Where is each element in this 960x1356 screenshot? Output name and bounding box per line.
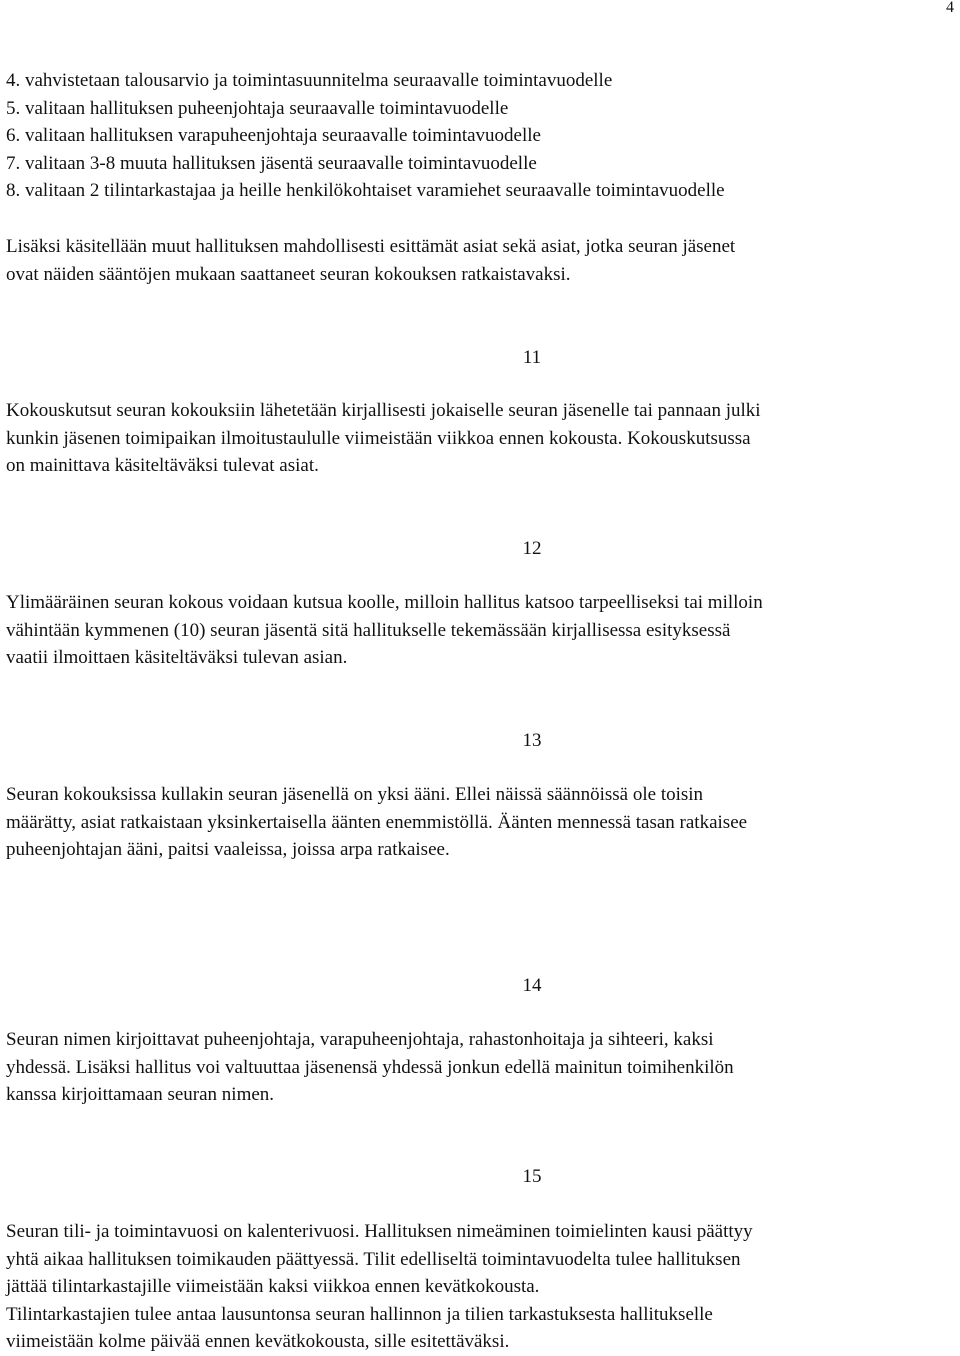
paragraph-line: määrätty, asiat ratkaistaan yksinkertaisella äänten enemmistöllä. Äänten mennessä tasan ratkaisee <box>6 811 748 833</box>
paragraph-line: kanssa kirjoittamaan seuran nimen. <box>6 1084 275 1105</box>
agenda-item-4: 4. vahvistetaan talousarvio ja toimintasuunnitelma seuraavalle toimintavuodelle <box>6 70 613 91</box>
paragraph-line: Seuran kokouksissa kullakin seuran jäsenellä on yksi ääni. Ellei näissä säännöissä ole toisin <box>6 784 704 805</box>
paragraph-line: Ylimääräinen seuran kokous voidaan kutsua koolle, milloin hallitus katsoo tarpeelliseksi tai milloin <box>6 592 763 613</box>
section-number-12: 12 <box>522 538 542 559</box>
paragraph-line: vähintään kymmenen (10) seuran jäsentä sitä hallitukselle tekemässään kirjallisessa esityksessä <box>6 619 731 641</box>
agenda-item-7: 7. valitaan 3-8 muuta hallituksen jäsentä seuraavalle toimintavuodelle <box>6 152 537 174</box>
paragraph-line: vaatii ilmoittaen käsiteltäväksi tulevan asian. <box>6 647 348 668</box>
paragraph-line: yhdessä. Lisäksi hallitus voi valtuuttaa jäsenensä yhdessä jonkun edellä mainitun toimihenkilön <box>6 1056 734 1078</box>
paragraph-line: on mainittava käsiteltäväksi tulevat asiat. <box>6 455 319 476</box>
paragraph-line: Lisäksi käsitellään muut hallituksen mahdollisesti esittämät asiat sekä asiat, jotka seuran jäsenet <box>6 236 736 257</box>
section-number-14: 14 <box>522 975 542 996</box>
intro-paragraph <box>6 233 956 288</box>
agenda-item-6: 6. valitaan hallituksen varapuheenjohtaja seuraavalle toimintavuodelle <box>6 125 541 146</box>
section-15-paragraph <box>6 1218 956 1356</box>
paragraph-line: viimeistään kolme päivää ennen kevätkokousta, sille esitettäväksi. <box>6 1331 510 1352</box>
paragraph-line: jättää tilintarkastajille viimeistään kaksi viikkoa ennen kevätkokousta. <box>6 1276 540 1297</box>
paragraph-line: yhtä aikaa hallituksen toimikauden päättyessä. Tilit edelliseltä toimintavuodelta tulee hallituksen <box>6 1248 741 1270</box>
agenda-item-5: 5. valitaan hallituksen puheenjohtaja seuraavalle toimintavuodelle <box>6 97 509 119</box>
section-13-paragraph <box>6 781 956 864</box>
paragraph-line: kunkin jäsenen toimipaikan ilmoitustaululle viimeistään viikkoa ennen kokousta. Kokouskutsussa <box>6 427 751 449</box>
paragraph-line: Kokouskutsut seuran kokouksiin lähetetään kirjallisesti jokaiselle seuran jäsenelle tai pannaan julki <box>6 400 761 421</box>
paragraph-line: ovat näiden sääntöjen mukaan saattaneet seuran kokouksen ratkaistavaksi. <box>6 263 571 285</box>
paragraph-line: puheenjohtajan ääni, paitsi vaaleissa, joissa arpa ratkaisee. <box>6 839 450 860</box>
page-number: 4 <box>946 0 954 16</box>
section-11-paragraph <box>6 397 956 480</box>
agenda-list <box>6 67 951 205</box>
paragraph-line: Seuran tili- ja toimintavuosi on kalenterivuosi. Hallituksen nimeäminen toimielinten kausi päättyy <box>6 1221 753 1242</box>
section-12-paragraph <box>6 589 956 672</box>
section-number-15: 15 <box>522 1166 542 1187</box>
section-14-paragraph <box>6 1026 956 1109</box>
paragraph-line: Seuran nimen kirjoittavat puheenjohtaja, varapuheenjohtaja, rahastonhoitaja ja sihteeri, kaksi <box>6 1029 714 1050</box>
section-number-11: 11 <box>522 347 542 368</box>
agenda-item-8: 8. valitaan 2 tilintarkastajaa ja heille henkilökohtaiset varamiehet seuraavalle toimintavuodelle <box>6 180 725 201</box>
paragraph-line: Tilintarkastajien tulee antaa lausuntonsa seuran hallinnon ja tilien tarkastuksesta hallitukselle <box>6 1303 713 1325</box>
section-number-13: 13 <box>522 730 542 751</box>
